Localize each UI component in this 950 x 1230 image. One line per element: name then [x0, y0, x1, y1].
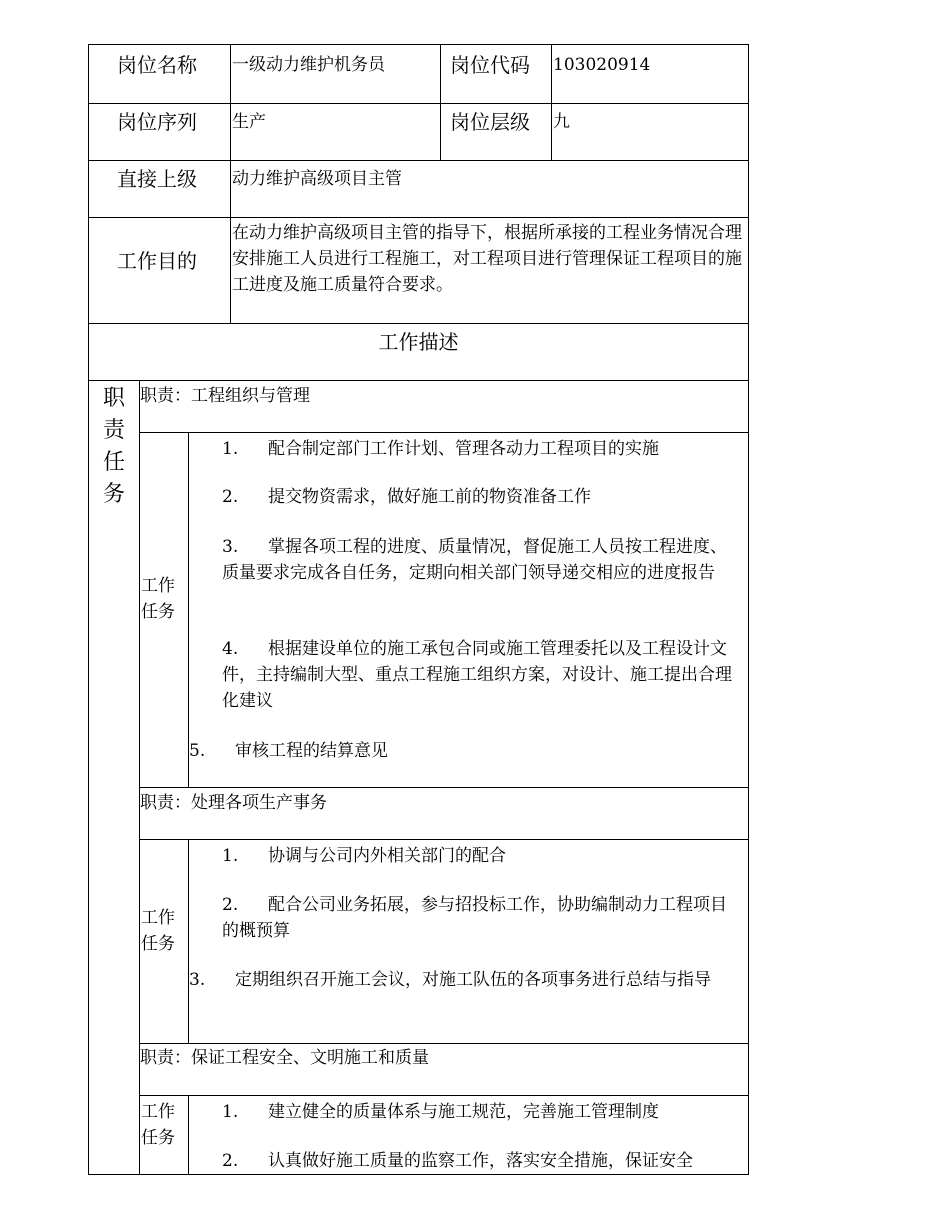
task-item: [222, 534, 740, 586]
rule: [139, 1043, 749, 1044]
task-text: 配合制定部门工作计划、管理各动力工程项目的实施: [268, 439, 659, 459]
sequence-label: 岗位序列: [117, 110, 197, 134]
post-name-value: 一级动力维护机务员: [232, 55, 385, 75]
rule: [88, 217, 749, 218]
rule: [88, 103, 749, 104]
rule: [139, 839, 749, 840]
rule: [88, 44, 749, 45]
rule: [88, 323, 749, 324]
rule: [139, 1095, 749, 1096]
task-text: 掌握各项工程的进度、质量情况，督促施工人员按工程进度、质量要求完成各自任务，定期向相关部门领导递交相应的进度报告: [222, 537, 727, 583]
task-label: 工作任务: [141, 908, 175, 954]
rule: [748, 44, 749, 1175]
task-number: 2.: [222, 1151, 239, 1171]
task-item: [222, 484, 740, 510]
task-text: 配合公司业务拓展，参与招投标工作，协助编制动力工程项目的概预算: [222, 895, 727, 941]
task-number: 1.: [222, 1102, 239, 1122]
purpose-value: 在动力维护高级项目主管的指导下，根据所承接的工程业务情况合理安排施工人员进行工程施工，对工程项目进行管理保证工程项目的施工进度及施工质量符合要求。: [232, 223, 742, 295]
task-item: [222, 843, 740, 869]
post-name-label: 岗位名称: [117, 53, 197, 77]
task-number: 2.: [222, 895, 239, 915]
duty-title: 职责：保证工程安全、文明施工和质量: [140, 1048, 429, 1068]
superior-label: 直接上级: [117, 167, 197, 191]
task-text: 协调与公司内外相关部门的配合: [268, 846, 506, 866]
task-label: 工作任务: [141, 1102, 175, 1148]
rule: [139, 432, 749, 433]
duties-label: 职责任务: [102, 386, 125, 507]
rule: [88, 44, 89, 1175]
task-item: [222, 636, 740, 714]
level-value: 九: [553, 112, 570, 132]
rule: [188, 1095, 189, 1175]
task-item: [189, 967, 745, 993]
task-text: 根据建设单位的施工承包合同或施工管理委托以及工程设计文件，主持编制大型、重点工程施工组织方案，对设计、施工提出合理化建议: [222, 639, 732, 711]
task-number: 3.: [222, 537, 239, 557]
task-label: 工作任务: [141, 576, 175, 622]
task-text: 建立健全的质量体系与施工规范，完善施工管理制度: [268, 1102, 659, 1122]
task-number: 2.: [222, 487, 239, 507]
duty-title: 职责：工程组织与管理: [140, 386, 310, 406]
task-text: 定期组织召开施工会议，对施工队伍的各项事务进行总结与指导: [235, 970, 711, 990]
rule: [139, 787, 749, 788]
task-item: [222, 1099, 740, 1125]
task-item: [189, 738, 741, 764]
rule: [88, 380, 749, 381]
rule: [230, 44, 231, 324]
task-number: 1.: [222, 439, 239, 459]
superior-value: 动力维护高级项目主管: [232, 169, 402, 189]
description-title: 工作描述: [378, 330, 459, 354]
task-text: 审核工程的结算意见: [235, 741, 388, 761]
task-number: 4.: [222, 639, 239, 659]
rule: [440, 44, 441, 161]
task-number: 1.: [222, 846, 239, 866]
duty-title: 职责：处理各项生产事务: [140, 793, 327, 813]
task-item: [222, 1148, 740, 1174]
rule: [88, 160, 749, 161]
task-number: 5.: [189, 741, 206, 761]
purpose-label: 工作目的: [117, 249, 197, 273]
rule: [551, 44, 552, 161]
rule: [188, 839, 189, 1044]
task-item: [222, 892, 740, 944]
task-item: [222, 436, 740, 462]
task-text: 提交物资需求，做好施工前的物资准备工作: [268, 487, 591, 507]
level-label: 岗位层级: [450, 110, 530, 134]
task-number: 3.: [189, 970, 206, 990]
post-code-label: 岗位代码: [450, 53, 530, 77]
task-text: 认真做好施工质量的监察工作，落实安全措施，保证安全: [268, 1151, 693, 1171]
sequence-value: 生产: [232, 112, 266, 132]
post-code-value: 103020914: [553, 55, 651, 75]
rule: [188, 432, 189, 788]
